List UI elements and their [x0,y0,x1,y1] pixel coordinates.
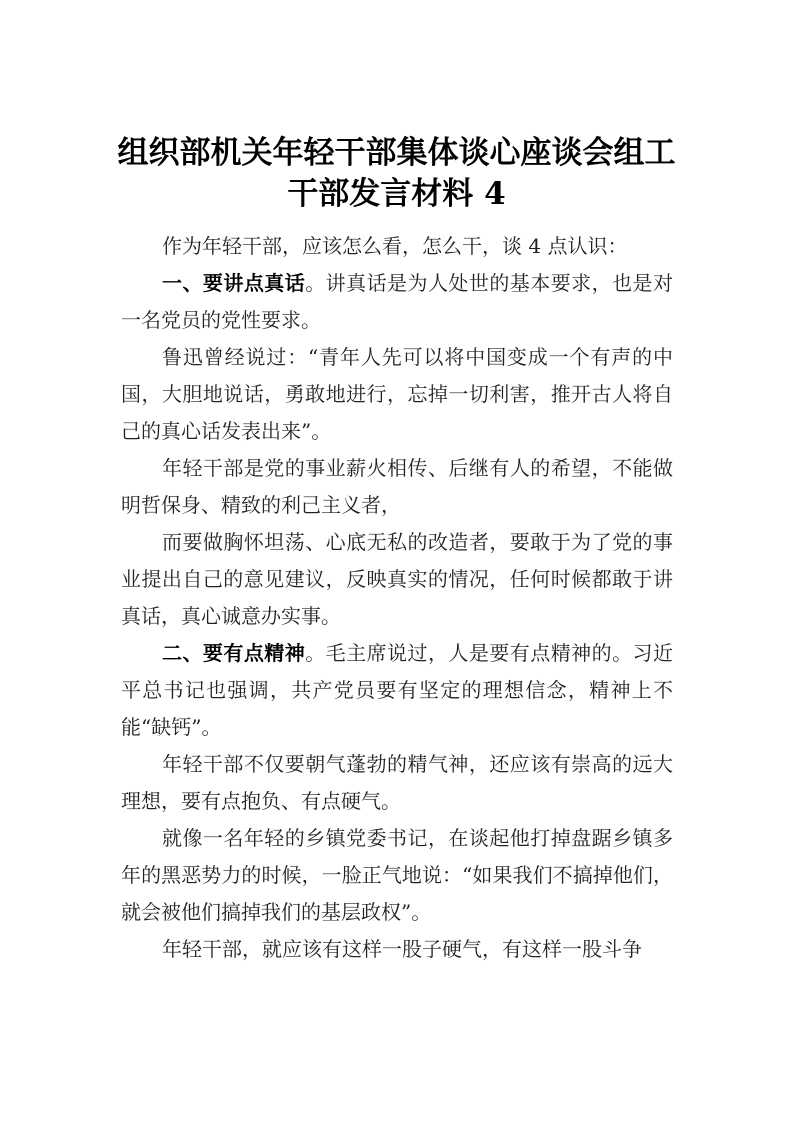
paragraph-reformer [121,524,673,635]
paragraph-text: 年轻干部不仅要朝气蓬勃的精气神，还应该有崇高的远大理想，要有点抱负、有点硬气。 [121,752,673,813]
paragraph-text: 年轻干部是党的事业薪火相传、后继有人的希望，不能做明哲保身、精致的利己主义者， [121,456,673,517]
paragraph-point-2 [121,635,673,746]
document-title [100,133,693,215]
paragraph-text: 。讲真话是为人处世的基本要求，也是对一名党员的党性要求。 [121,271,674,332]
paragraph-text: 。毛主席说过，人是要有点精神的。习近平总书记也强调，共产党员要有坚定的理想信念，精神上不能“缺钙”。 [121,641,674,739]
paragraph-ideals [121,746,673,820]
paragraph-text: 年轻干部，就应该有这样一股子硬气，有这样一股斗争 [162,937,642,961]
paragraph-township-secretary [121,820,673,931]
section-heading-2: 二、要有点精神 [162,641,306,665]
paragraph-text: 鲁迅曾经说过：“青年人先可以将中国变成一个有声的中国，大胆地说话，勇敢地进行，忘掉一切利害，推开古人将自己的真心话发表出来”。 [121,345,673,443]
title-line-1: 组织部机关年轻干部集体谈心座谈会组工 [117,135,676,171]
paragraph-text: 作为年轻干部，应该怎么看，怎么干，谈 4 点认识： [162,234,628,258]
paragraph-young-cadres-hope [121,450,673,524]
paragraph-intro [121,228,673,265]
section-heading-1: 一、要讲点真话 [162,271,306,295]
paragraph-backbone [121,931,673,968]
paragraph-point-1 [121,265,673,339]
paragraph-text: 就像一名年轻的乡镇党委书记，在谈起他打掉盘踞乡镇多年的黑恶势力的时候，一脸正气地说：“如果我们不搞掉他们，就会被他们搞掉我们的基层政权”。 [121,826,673,924]
paragraph-text: 而要做胸怀坦荡、心底无私的改造者，要敢于为了党的事业提出自己的意见建议，反映真实的情况，任何时候都敢于讲真话，真心诚意办实事。 [121,530,673,628]
paragraph-quote-luxun [121,339,673,450]
document-body [121,228,673,968]
title-line-2: 干部发言材料 4 [287,176,506,212]
